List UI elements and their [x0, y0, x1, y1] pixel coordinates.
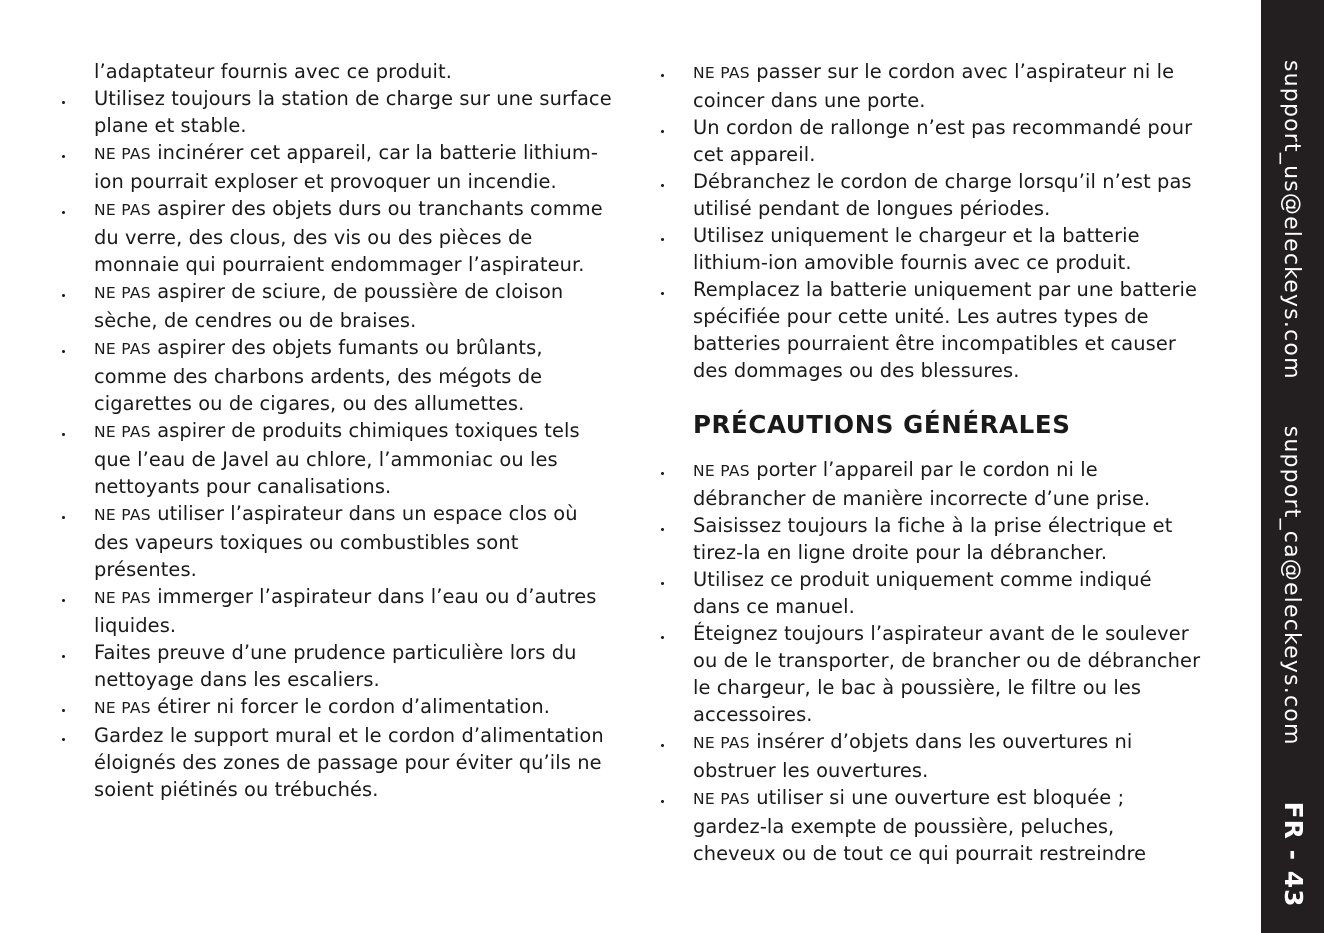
bullet-item	[693, 728, 1203, 784]
warning-lead: NE PAS	[94, 201, 151, 219]
bullet-text: Débranchez le cordon de charge lorsqu’il n’est pas utilisé pendant de longues périodes.	[693, 170, 1192, 220]
bullet-item	[693, 566, 1203, 620]
bullet-text: incinérer cet appareil, car la batterie lithium-ion pourrait exploser et provoquer un incendie.	[94, 141, 598, 193]
bullet-item	[693, 512, 1203, 566]
page-number: FR - 43	[1279, 801, 1308, 908]
bullet-item	[693, 620, 1203, 728]
support-us-email[interactable]: support_us@eleckeys.com	[1279, 60, 1304, 380]
warning-lead: NE PAS	[693, 790, 750, 808]
bullet-item	[693, 456, 1203, 512]
bullet-text: Faites preuve d’une prudence particulière lors du nettoyage dans les escaliers.	[94, 641, 577, 691]
warning-lead: NE PAS	[94, 340, 151, 358]
bullet-text: immerger l’aspirateur dans l’eau ou d’autres liquides.	[94, 585, 597, 637]
bullet-item	[94, 639, 614, 693]
bullet-text: Saisissez toujours la fiche à la prise électrique et tirez-la en ligne droite pour la débrancher.	[693, 514, 1173, 564]
bullet-text: Éteignez toujours l’aspirateur avant de le soulever ou de le transporter, de brancher ou de débrancher le chargeur, le bac à poussière, le filtre ou les accessoires.	[693, 622, 1201, 726]
bullet-item	[94, 500, 614, 583]
warning-lead: NE PAS	[94, 284, 151, 302]
bullet-text: passer sur le cordon avec l’aspirateur ni le coincer dans une porte.	[693, 60, 1175, 112]
bullet-text: Utilisez uniquement le chargeur et la batterie lithium-ion amovible fournis avec ce produit.	[693, 224, 1140, 274]
bullet-item	[94, 722, 614, 803]
bullet-text: utiliser si une ouverture est bloquée ; gardez-la exempte de poussière, peluches, cheveux ou de tout ce qui pourrait restreindre	[693, 786, 1147, 865]
warning-lead: NE PAS	[693, 64, 750, 82]
bullet-item	[94, 85, 614, 139]
warning-lead: NE PAS	[94, 589, 151, 607]
bullet-item	[94, 417, 614, 500]
warning-lead: NE PAS	[693, 462, 750, 480]
right-bullet-list-top	[693, 58, 1203, 384]
bullet-text: aspirer des objets durs ou tranchants comme du verre, des clous, des vis ou des pièces de monnaie qui pourraient endommager l’aspirateur.	[94, 197, 603, 276]
bullet-item	[94, 278, 614, 334]
bullet-text: étirer ni forcer le cordon d’alimentation.	[157, 695, 551, 718]
warning-lead: NE PAS	[94, 699, 151, 717]
left-column	[94, 58, 614, 803]
bullet-item	[94, 334, 614, 417]
bullet-text: Gardez le support mural et le cordon d’alimentation éloignés des zones de passage pour éviter qu’ils ne soient piétinés ou trébuchés.	[94, 724, 604, 801]
right-column	[693, 58, 1203, 867]
bullet-item	[94, 693, 614, 722]
bullet-text: aspirer des objets fumants ou brûlants, comme des charbons ardents, des mégots de cigarettes ou de cigares, ou des allumettes.	[94, 336, 543, 415]
warning-lead: NE PAS	[94, 506, 151, 524]
bullet-item	[693, 114, 1203, 168]
warning-lead: NE PAS	[94, 423, 151, 441]
section-heading: PRÉCAUTIONS GÉNÉRALES	[693, 410, 1071, 439]
bullet-item	[94, 583, 614, 639]
bullet-item	[94, 195, 614, 278]
bullet-text: Remplacez la batterie uniquement par une batterie spécifiée pour cette unité. Les autres types de batteries pourraient être incompatibles et causer des dommages ou des blessures.	[693, 278, 1198, 382]
bullet-text: Utilisez toujours la station de charge sur une surface plane et stable.	[94, 87, 612, 137]
bullet-item	[693, 58, 1203, 114]
bullet-text: porter l’appareil par le cordon ni le débrancher de manière incorrecte d’une prise.	[693, 458, 1151, 510]
bullet-text: aspirer de sciure, de poussière de cloison sèche, de cendres ou de braises.	[94, 280, 564, 332]
warning-lead: NE PAS	[94, 145, 151, 163]
bullet-item	[94, 139, 614, 195]
bullet-item	[693, 168, 1203, 222]
bullet-text: Utilisez ce produit uniquement comme indiqué dans ce manuel.	[693, 568, 1152, 618]
contact-sidebar	[1261, 0, 1324, 933]
support-ca-email[interactable]: support_ca@eleckeys.com	[1279, 425, 1304, 746]
bullet-text: utiliser l’aspirateur dans un espace clos où des vapeurs toxiques ou combustibles sont présentes.	[94, 502, 578, 581]
bullet-text: Un cordon de rallonge n’est pas recommandé pour cet appareil.	[693, 116, 1193, 166]
bullet-text: aspirer de produits chimiques toxiques tels que l’eau de Javel au chlore, l’ammoniac ou les nettoyants pour canalisations.	[94, 419, 580, 498]
bullet-text: insérer d’objets dans les ouvertures ni obstruer les ouvertures.	[693, 730, 1133, 782]
bullet-item	[693, 784, 1203, 867]
left-bullet-list	[94, 85, 614, 803]
warning-lead: NE PAS	[693, 734, 750, 752]
continuation-text: l’adaptateur fournis avec ce produit.	[94, 60, 452, 83]
right-bullet-list-bottom	[693, 456, 1203, 867]
bullet-item	[693, 222, 1203, 276]
sidebar-text	[1271, 60, 1315, 930]
bullet-item	[693, 276, 1203, 384]
